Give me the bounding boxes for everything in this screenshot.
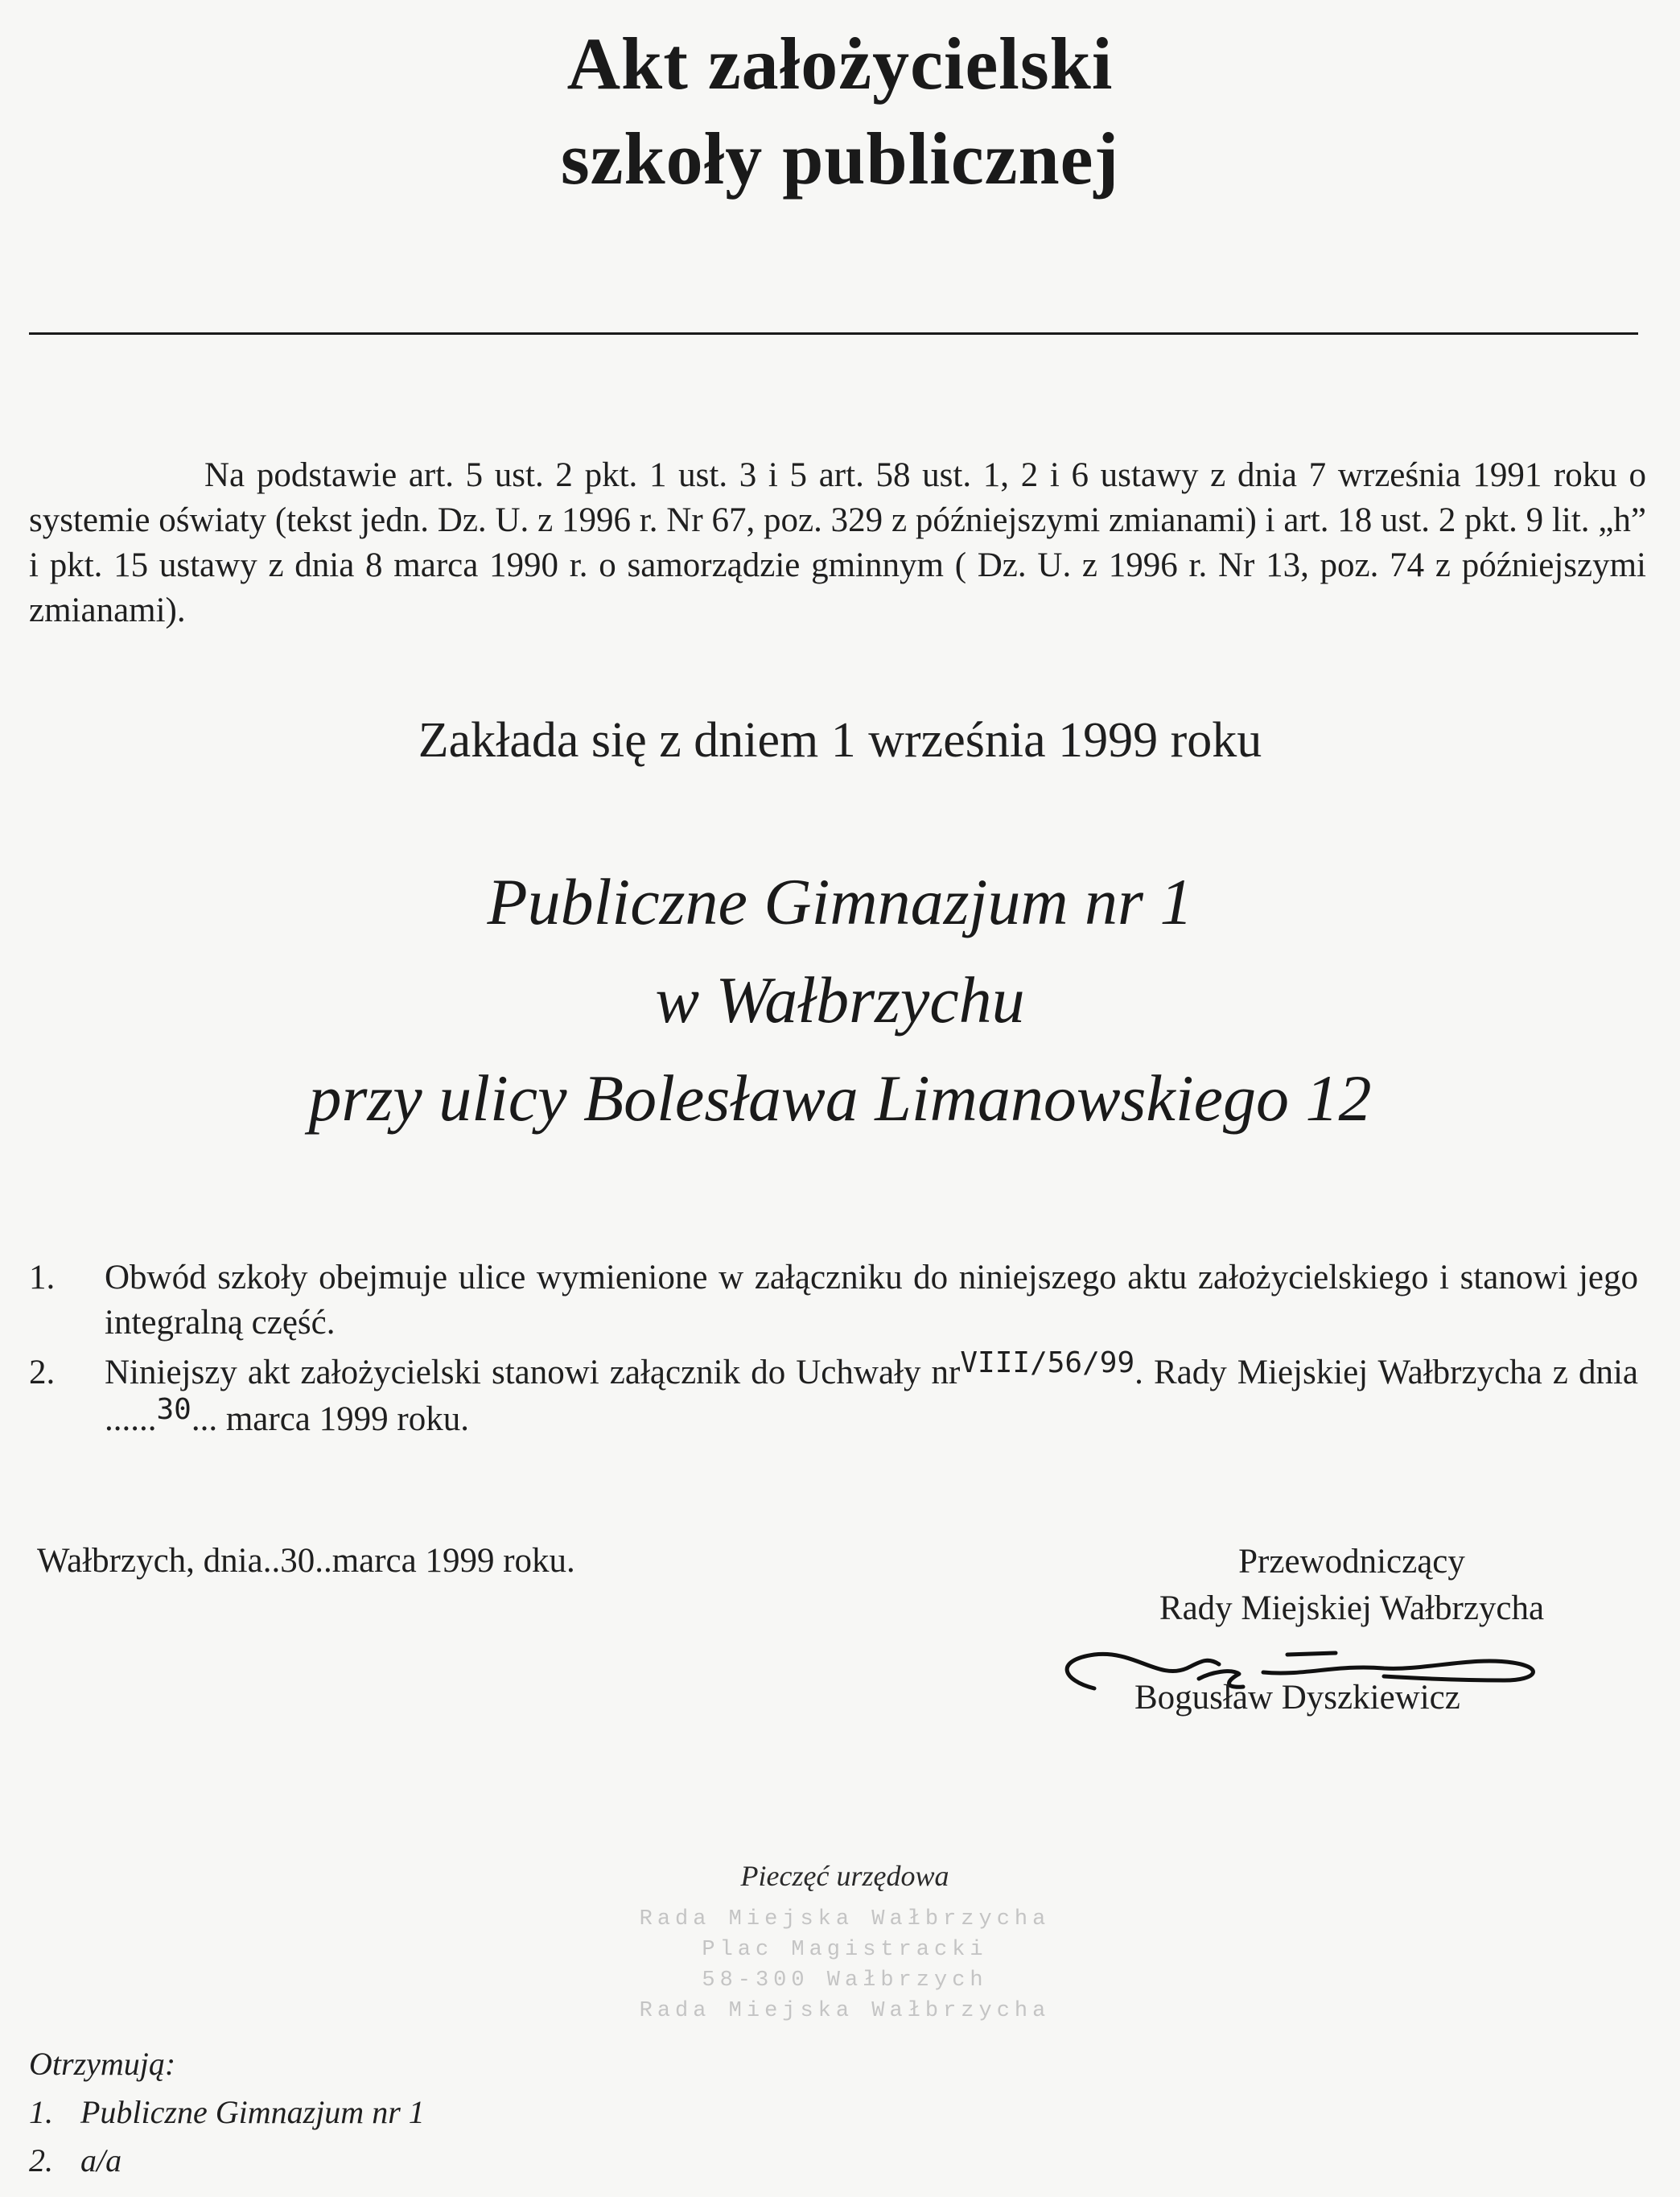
stamp-label: Pieczęć urzędowa — [740, 1860, 949, 1892]
recipient-item — [29, 2088, 425, 2137]
school-name-block — [0, 853, 1680, 1148]
signer-name: Bogusław Dyszkiewicz — [1134, 1679, 1460, 1717]
signer-role-line-1: Przewodniczący — [1238, 1543, 1465, 1581]
place-date-day: 30 — [280, 1542, 315, 1580]
recipient-item — [29, 2137, 425, 2185]
recipient-text: Publiczne Gimnazjum nr 1 — [80, 2094, 425, 2130]
school-address: przy ulicy Bolesława Limanowskiego 12 — [308, 1061, 1372, 1135]
resolution-day: 30 — [156, 1393, 191, 1426]
place-date-suffix: ..marca 1999 roku. — [315, 1542, 575, 1580]
signer-block — [1062, 1539, 1641, 1632]
point-text-a: Niniejszy akt założycielski stanowi załącznik do Uchwały nr — [105, 1354, 961, 1391]
title-line-2: szkoły publicznej — [560, 117, 1120, 200]
point-number: 2. — [29, 1354, 56, 1391]
point-text: Obwód szkoły obejmuje ulice wymienione w załączniku do niniejszego aktu założycielskiego i stanowi jego integralną część. — [105, 1259, 1638, 1342]
point-text — [105, 1346, 1638, 1444]
school-city: w Wałbrzychu — [655, 963, 1025, 1037]
numbered-points — [29, 1255, 1638, 1449]
title-divider — [29, 332, 1638, 335]
official-stamp — [483, 1859, 1207, 2026]
founding-statement: Zakłada się z dniem 1 września 1999 roku — [418, 713, 1262, 768]
recipients-heading: Otrzymują: — [29, 2046, 176, 2082]
recipient-number: 2. — [29, 2142, 53, 2178]
point-number: 1. — [29, 1259, 56, 1296]
school-name: Publiczne Gimnazjum nr 1 — [487, 865, 1193, 938]
recipient-text: a/a — [80, 2142, 122, 2178]
legal-basis-paragraph: Na podstawie art. 5 ust. 2 pkt. 1 ust. 3 i 5 art. 58 ust. 1, 2 i 6 ustawy z dnia 7 września 1991 roku o systemie oświaty (tekst jedn. Dz. U. z 1996 r. Nr 67, poz. 329 z późniejszymi zmianami) i art. 18 ust. 2 pkt. 9 lit. „h” i pkt. 15 ustawy z dnia 8 marca 1990 r. o samorządzie gminnym ( Dz. U. z 1996 r. Nr 13, poz. 74 z późniejszymi zmianami). — [29, 456, 1646, 629]
point-item — [29, 1255, 1638, 1346]
point-text-c: ... marca 1999 roku. — [191, 1400, 469, 1438]
document-title — [0, 16, 1680, 206]
stamp-line: 58-300 Wałbrzych — [702, 1968, 988, 1993]
recipients-list — [29, 2040, 425, 2185]
stamp-line: Rada Miejska Wałbrzycha — [639, 1907, 1051, 1931]
stamp-line: Plac Magistracki — [702, 1938, 988, 1962]
place-date-prefix: Wałbrzych, dnia.. — [37, 1542, 281, 1580]
point-item — [29, 1346, 1638, 1444]
recipient-number: 1. — [29, 2094, 53, 2130]
point-text-b: . Rady Miejskiej Wałbrzycha z dnia ...... — [105, 1354, 1638, 1438]
place-and-date — [37, 1539, 575, 1584]
signer-role-line-2: Rady Miejskiej Wałbrzycha — [1159, 1589, 1545, 1627]
resolution-number: VIII/56/99 — [960, 1346, 1135, 1379]
title-line-1: Akt założycielski — [566, 23, 1114, 105]
stamp-line: Rada Miejska Wałbrzycha — [639, 1999, 1051, 2023]
stamp-impression — [483, 1904, 1207, 2026]
